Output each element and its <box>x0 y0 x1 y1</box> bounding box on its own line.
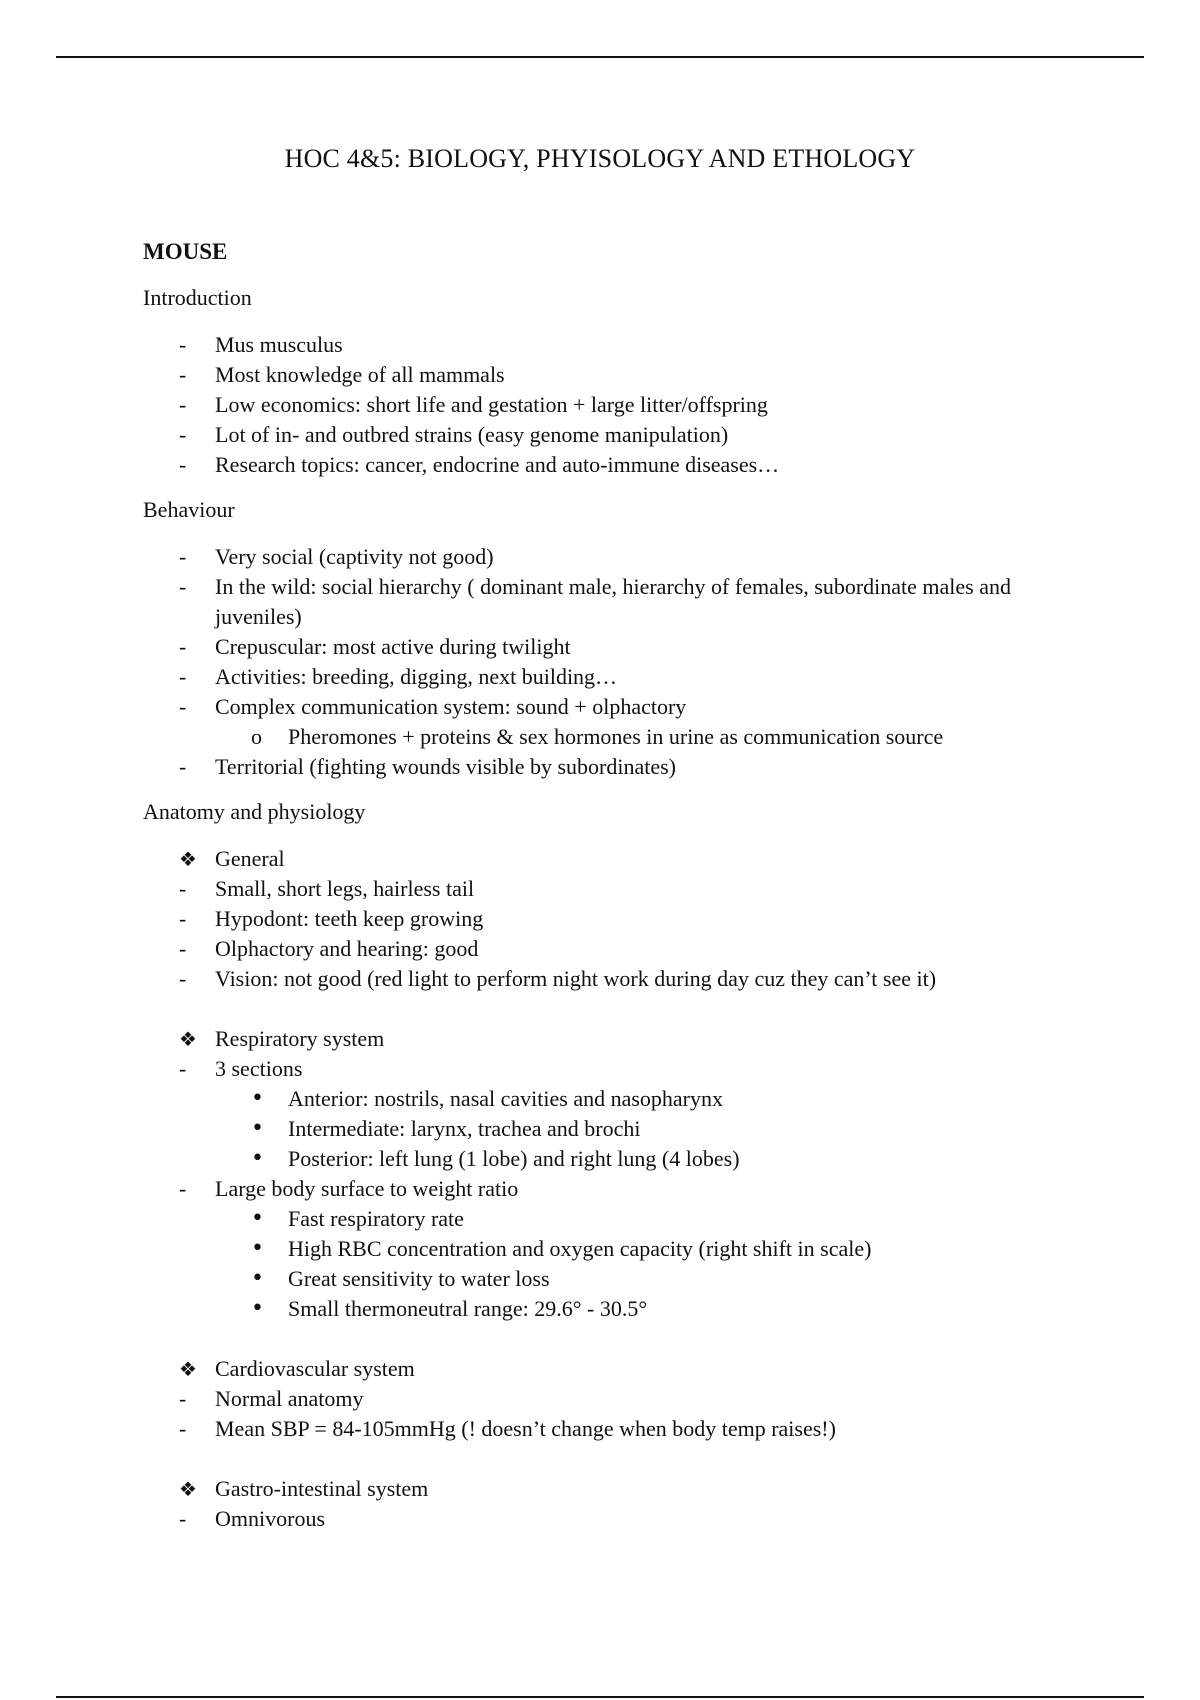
sub-list-item: • Posterior: left lung (1 lobe) and right lung (4 lobes) <box>143 1144 1103 1174</box>
dot-bullet-icon: • <box>251 1266 264 1291</box>
dash-bullet: - <box>179 966 187 991</box>
sub-list-item: • High RBC concentration and oxygen capacity (right shift in scale) <box>143 1234 1103 1264</box>
list-item: - Lot of in- and outbred strains (easy genome manipulation) <box>143 420 1103 450</box>
dash-bullet: - <box>179 936 187 961</box>
dash-bullet: - <box>179 362 187 387</box>
heading-behaviour: Behaviour <box>143 497 235 522</box>
dash-bullet: - <box>179 1506 187 1531</box>
behaviour-list <box>143 542 1103 782</box>
list-item: - Crepuscular: most active during twilight <box>143 632 1103 662</box>
dash-bullet: - <box>179 694 187 719</box>
document-title: HOC 4&5: BIOLOGY, PHYISOLOGY AND ETHOLOGY <box>284 144 916 173</box>
list-item: - Low economics: short life and gestation + large litter/offspring <box>143 390 1103 420</box>
circle-bullet: o <box>251 724 262 749</box>
list-item: - Hypodont: teeth keep growing <box>143 904 1103 934</box>
dash-bullet: - <box>179 754 187 779</box>
list-item: - Vision: not good (red light to perform night work during day cuz they can’t see it) <box>143 964 1103 994</box>
list-item: - Mus musculus <box>143 330 1103 360</box>
dot-bullet-icon: • <box>251 1296 264 1321</box>
list-item: - Most knowledge of all mammals <box>143 360 1103 390</box>
dash-bullet: - <box>179 392 187 417</box>
introduction-list <box>143 330 1103 480</box>
dash-bullet: - <box>179 452 187 477</box>
section-title-mouse: MOUSE <box>143 239 228 264</box>
sub-list-item: • Fast respiratory rate <box>143 1204 1103 1234</box>
list-item: - Omnivorous <box>143 1504 1103 1534</box>
list-item: - Complex communication system: sound + olphactory <box>143 692 1103 722</box>
list-item: - Large body surface to weight ratio <box>143 1174 1103 1204</box>
sub-list-item: • Intermediate: larynx, trachea and brochi <box>143 1114 1103 1144</box>
dash-bullet: - <box>179 876 187 901</box>
dash-bullet: - <box>179 634 187 659</box>
list-item: - Activities: breeding, digging, next building… <box>143 662 1103 692</box>
dash-bullet: - <box>179 1056 187 1081</box>
list-item: - 3 sections <box>143 1054 1103 1084</box>
sub-list-item: • Anterior: nostrils, nasal cavities and nasopharynx <box>143 1084 1103 1114</box>
list-item: - Territorial (fighting wounds visible by subordinates) <box>143 752 1103 782</box>
sub-list-item: o Pheromones + proteins & sex hormones in urine as communication source <box>143 722 1103 752</box>
list-item: - Research topics: cancer, endocrine and auto-immune diseases… <box>143 450 1103 480</box>
spacer <box>143 1324 1103 1354</box>
bottom-rule <box>56 1696 1144 1698</box>
dash-bullet: - <box>179 1386 187 1411</box>
dot-bullet-icon: • <box>251 1146 264 1171</box>
sub-list-item: • Small thermoneutral range: 29.6° - 30.5° <box>143 1294 1103 1324</box>
dot-bullet-icon: • <box>251 1086 264 1111</box>
dash-bullet: - <box>179 1416 187 1441</box>
spacer <box>143 1444 1103 1474</box>
list-item: - Small, short legs, hairless tail <box>143 874 1103 904</box>
category-respiratory: ❖ Respiratory system <box>143 1024 1103 1054</box>
category-general: ❖ General <box>143 844 1103 874</box>
dash-bullet: - <box>179 1176 187 1201</box>
diamond-bullet-icon: ❖ <box>179 847 197 871</box>
list-item: - Normal anatomy <box>143 1384 1103 1414</box>
dash-bullet: - <box>179 574 187 599</box>
dot-bullet-icon: • <box>251 1206 264 1231</box>
dash-bullet: - <box>179 332 187 357</box>
dash-bullet: - <box>179 664 187 689</box>
list-item: - In the wild: social hierarchy ( dominant male, hierarchy of females, subordinate males and juveniles) <box>179 574 1011 629</box>
sub-list-item: • Great sensitivity to water loss <box>143 1264 1103 1294</box>
dash-bullet: - <box>179 906 187 931</box>
heading-anatomy-physiology: Anatomy and physiology <box>143 799 366 824</box>
heading-introduction: Introduction <box>143 285 252 310</box>
list-item: - Olphactory and hearing: good <box>143 934 1103 964</box>
list-item: - Mean SBP = 84-105mmHg (! doesn’t change when body temp raises!) <box>143 1414 1103 1444</box>
anatomy-list <box>143 844 1103 1534</box>
list-item: - Very social (captivity not good) <box>143 542 1103 572</box>
spacer <box>143 994 1103 1024</box>
dash-bullet: - <box>179 422 187 447</box>
dot-bullet-icon: • <box>251 1236 264 1261</box>
dot-bullet-icon: • <box>251 1116 264 1141</box>
top-rule <box>56 56 1144 58</box>
diamond-bullet-icon: ❖ <box>179 1477 197 1501</box>
category-cardiovascular: ❖ Cardiovascular system <box>143 1354 1103 1384</box>
dash-bullet: - <box>179 544 187 569</box>
diamond-bullet-icon: ❖ <box>179 1357 197 1381</box>
category-gastro-intestinal: ❖ Gastro-intestinal system <box>143 1474 1103 1504</box>
diamond-bullet-icon: ❖ <box>179 1027 197 1051</box>
document-body <box>143 236 1103 1548</box>
